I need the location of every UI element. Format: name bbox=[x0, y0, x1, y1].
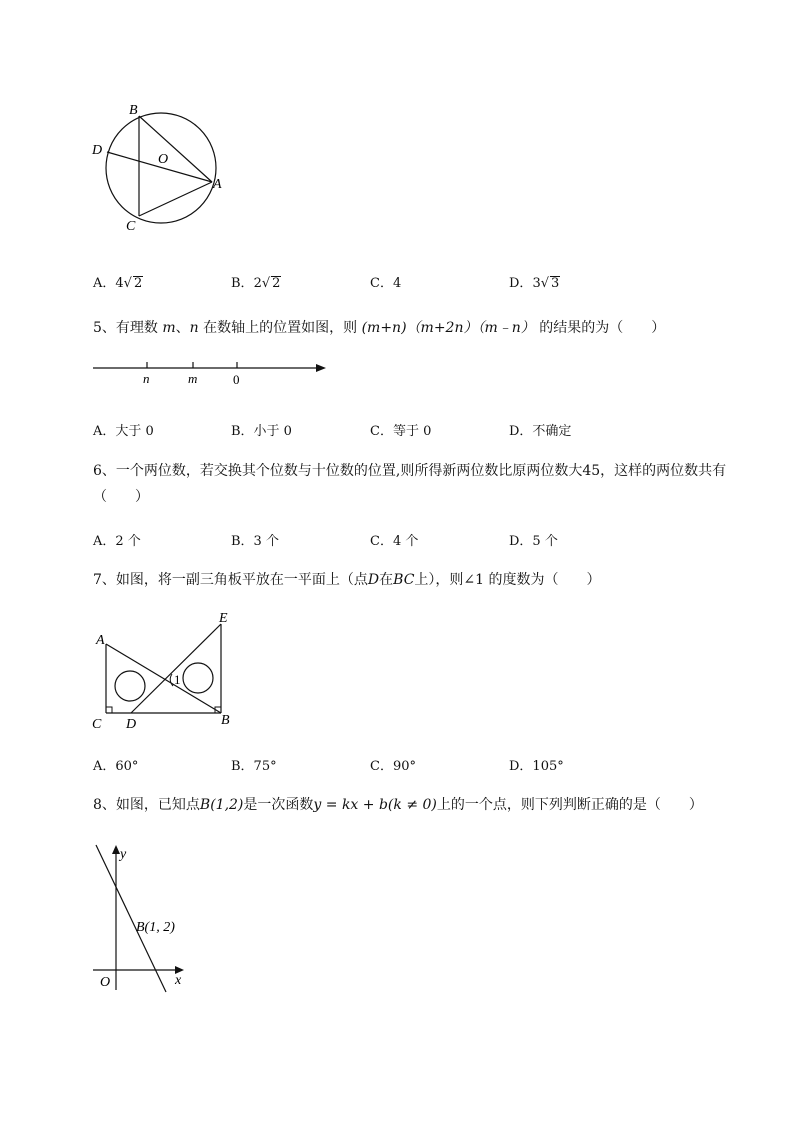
circle-figure bbox=[85, 100, 235, 240]
q8-text: 8、如图，已知点B(1,2)是一次函数y = kx + b(k ≠ 0)上的一个点，则下列判断正确的是（ ） bbox=[93, 797, 703, 813]
q6-text: 6、一个两位数，若交换其个位数与十位数的位置,则所得新两位数比原两位数大45，这样的两位数共有（ ） bbox=[93, 463, 727, 505]
q5-text: 5、有理数 m、n 在数轴上的位置如图，则 (m+n)（m+2n）（m﹣n） 的结果的为（ ） bbox=[93, 320, 666, 336]
label-b: B bbox=[221, 713, 230, 728]
origin-label: O bbox=[100, 975, 111, 990]
y-axis-arrow bbox=[112, 845, 120, 854]
q6-option-c[interactable]: C．4 个 bbox=[370, 534, 419, 549]
axis-label-x: x bbox=[175, 973, 182, 988]
q5-option-d[interactable]: D．不确定 bbox=[509, 424, 572, 439]
q4-option-d[interactable]: D．3√ 3 bbox=[509, 276, 560, 291]
point-b-label: B(1, 2) bbox=[136, 920, 175, 935]
tick-label-zero: 0 bbox=[233, 372, 240, 387]
q5-option-b[interactable]: B．小于 0 bbox=[231, 424, 292, 439]
label-e: E bbox=[219, 611, 228, 626]
label-o: O bbox=[158, 152, 169, 167]
tick-label-n: n bbox=[143, 371, 150, 386]
linear-function-figure bbox=[88, 840, 198, 995]
axis-label-y: y bbox=[120, 847, 127, 862]
label-c: C bbox=[92, 717, 102, 732]
q7-option-d[interactable]: D．105° bbox=[509, 759, 564, 774]
label-c: C bbox=[126, 219, 136, 234]
number-line-figure bbox=[90, 356, 335, 388]
q7-option-b[interactable]: B．75° bbox=[231, 759, 277, 774]
label-b: B bbox=[129, 103, 138, 118]
right-angle-c bbox=[106, 707, 112, 713]
q7-option-c[interactable]: C．90° bbox=[370, 759, 416, 774]
triangle-set-figure bbox=[88, 606, 248, 734]
q5-option-c[interactable]: C．等于 0 bbox=[370, 424, 432, 439]
q7-option-a[interactable]: A．60° bbox=[93, 759, 139, 774]
tick-label-m: m bbox=[188, 371, 198, 386]
label-d: D bbox=[92, 143, 103, 158]
label-a: A bbox=[96, 633, 105, 648]
q7-text: 7、如图，将一副三角板平放在一平面上（点D在BC上），则∠1 的度数为（ ） bbox=[93, 572, 601, 588]
q6-option-d[interactable]: D．5 个 bbox=[509, 534, 558, 549]
q6-option-b[interactable]: B．3 个 bbox=[231, 534, 279, 549]
triangle-hole-right bbox=[183, 663, 213, 693]
q4-option-a[interactable]: A．4√ 2 bbox=[93, 276, 143, 291]
q6-option-a[interactable]: A．2 个 bbox=[93, 534, 141, 549]
segment-ab bbox=[106, 644, 221, 713]
chord-ca bbox=[139, 182, 212, 216]
triangle-hole-left bbox=[115, 671, 145, 701]
label-a: A bbox=[213, 177, 222, 192]
label-angle-1: 1 bbox=[174, 672, 181, 687]
q4-option-c[interactable]: C．4 bbox=[370, 276, 402, 291]
q5-option-a[interactable]: A．大于 0 bbox=[93, 424, 154, 439]
label-d: D bbox=[126, 717, 137, 732]
number-line-arrow bbox=[316, 364, 326, 372]
q4-option-b[interactable]: B．2√ 2 bbox=[231, 276, 281, 291]
segment-de bbox=[131, 624, 221, 713]
